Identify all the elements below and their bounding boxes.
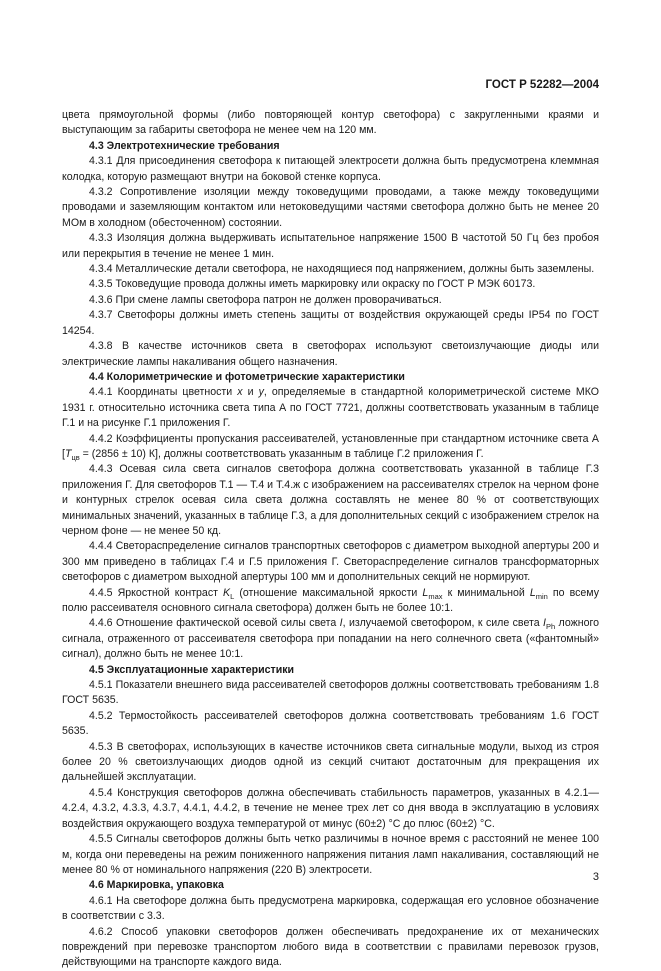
section-heading-4-3: 4.3 Электротехнические требования xyxy=(89,139,280,152)
paragraph-4-4-6: 4.4.6 Отношение фактической осевой силы света I, излучаемой светофором, к силе света $I_{Ph}$ ложного сигнала, отраженного от рассеивателя светофора при попадании на него солнечного света («фантомный» сигнал), должно быть не менее 10:1. xyxy=(62,617,599,661)
paragraph-4-4-1: 4.4.1 Координаты цветности x и y, определяемые в стандартной колориметрической системе МКО 1931 г. относительно источника света типа А по ГОСТ 7721, должны соответствовать указанным в таблице Г.1 и на рисунке Г.1 приложения Г. xyxy=(62,386,599,430)
paragraph-4-3-5: 4.3.5 Токоведущие провода должны иметь маркировку или окраску по ГОСТ Р МЭК 60173. xyxy=(89,278,536,291)
paragraph-4-3-7: 4.3.7 Светофоры должны иметь степень защиты от воздействия окружающей среды IP54 по ГОСТ 14254. xyxy=(62,309,599,337)
document-id: ГОСТ Р 52282—2004 xyxy=(485,79,599,91)
section-heading-4-6: 4.6 Маркировка, упаковка xyxy=(89,879,224,892)
paragraph-4-3-4: 4.3.4 Металлические детали светофора, не находящиеся под напряжением, должны быть заземлены. xyxy=(89,263,595,276)
paragraph-4-5-5: 4.5.5 Сигналы светофоров должны быть четко различимы в ночное время с расстояний не менее 100 м, когда они переведены на режим пониженного напряжения питания ламп накаливания, составляющий не менее 80 % от номинального напряжения (220 В) электросети. xyxy=(62,833,599,876)
paragraph-4-4-3: 4.4.3 Осевая сила света сигналов светофора должна соответствовать указанной в таблице Г.3 приложения Г. Для светофоров Т.1 — Т.4 и Т.4.ж с изображением на рассеивателях стрелок на черном фоне и контурных стрелок осевая сила света должна составлять не менее 80 % от соответствующих минимальных значений, указанных в таблице Г.3, а для дополнительных секций с изображением стрелок на черном фоне — не менее 50 кд. xyxy=(62,463,599,537)
paragraph-4-5-2: 4.5.2 Термостойкость рассеивателей светофоров должна соответствовать требованиям 1.6 ГОСТ 5635. xyxy=(62,709,599,738)
paragraph-4-3-6: 4.3.6 При смене лампы светофора патрон не должен проворачиваться. xyxy=(89,293,442,306)
paragraph-4-5-4: 4.5.4 Конструкция светофоров должна обеспечивать стабильность параметров, указанных в 4.2.1—4.2.4, 4.3.2, 4.3.3, 4.3.7, 4.4.1, 4.4.2, в течение не менее трех лет со дня ввода в эксплуатацию в условиях воздействия окружающего воздуха температурой от минус (60±2) °С до плюс (60±2) °С. xyxy=(62,786,599,830)
paragraph-4-6-2: 4.6.2 Способ упаковки светофоров должен обеспечивать предохранение их от механических повреждений при перевозке транспортом любого вида в соответствии с правилами перевозок грузов, действующими на транспорте каждого вида. xyxy=(62,925,599,969)
paragraph-4-6-1: 4.6.1 На светофоре должна быть предусмотрена маркировка, содержащая его условное обозначение в соответствии с 3.3. xyxy=(62,894,599,923)
paragraph-4-3-3: 4.3.3 Изоляция должна выдерживать испытательное напряжение 1500 В частотой 50 Гц без пробоя или перекрытия в течение не менее 1 мин. xyxy=(62,232,599,260)
paragraph-4-5-3: 4.5.3 В светофорах, использующих в качестве источников света сигнальные модули, выход из строя более 20 % светоизлучающих диодов одной из секций считают достаточным для прекращения их дальнейшей эксплуатации. xyxy=(62,740,599,784)
paragraph-continuation: цвета прямоугольной формы (либо повторяющей контур светофора) с закругленными краями и выступающим за габариты светофора не менее чем на 120 мм. xyxy=(62,109,599,137)
section-heading-4-4: 4.4 Колориметрические и фотометрические характеристики xyxy=(89,370,405,383)
paragraph-4-3-1: 4.3.1 Для присоединения светофора к питающей электросети должна быть предусмотрена клеммная колодка, которую размещают внутри на боковой стенке корпуса. xyxy=(62,155,599,183)
paragraph-4-4-5: 4.4.5 Яркостной контраст $K_L$ (отношение максимальной яркости $L_{max}$ к минимальной $L_{min}$ по всему полю рассеивателя основного сигнала светофора) должен быть не более 10:1. xyxy=(62,586,600,614)
paragraph-4-3-8: 4.3.8 В качестве источников света в светофорах используют светоизлучающие диоды или электрические лампы накаливания общего назначения. xyxy=(62,340,599,368)
paragraph-4-4-4: 4.4.4 Светораспределение сигналов транспортных светофоров с диаметром выходной апертуры 200 и 300 мм приведено в таблицах Г.4 и Г.5 приложения Г. Светораспределение сигналов трансформаторных светофоров с диаметром выходной апертуры 100 мм и дополнительных секций не нормируют. xyxy=(62,540,599,584)
section-heading-4-5: 4.5 Эксплуатационные характеристики xyxy=(89,663,295,676)
paragraph-4-4-2: 4.4.2 Коэффициенты пропускания рассеивателей, установленные при стандартном источнике света А [$T_{цв} = (2856 \pm 10)$ К], должны соответствовать указанным в таблице Г.2 приложения Г. xyxy=(62,432,599,463)
page-number: 3 xyxy=(592,871,599,883)
paragraph-4-3-2: 4.3.2 Сопротивление изоляции между токоведущими проводами, а также между токоведущими проводами и заземляющим контактом или нетоковедущими частями светофора должно быть не менее 20 МОм в холодном (обесточенном) состоянии. xyxy=(62,186,599,229)
document-body xyxy=(62,108,599,971)
paragraph-4-5-1: 4.5.1 Показатели внешнего вида рассеивателей светофоров должны соответствовать требованиям 1.8 ГОСТ 5635. xyxy=(62,679,599,707)
